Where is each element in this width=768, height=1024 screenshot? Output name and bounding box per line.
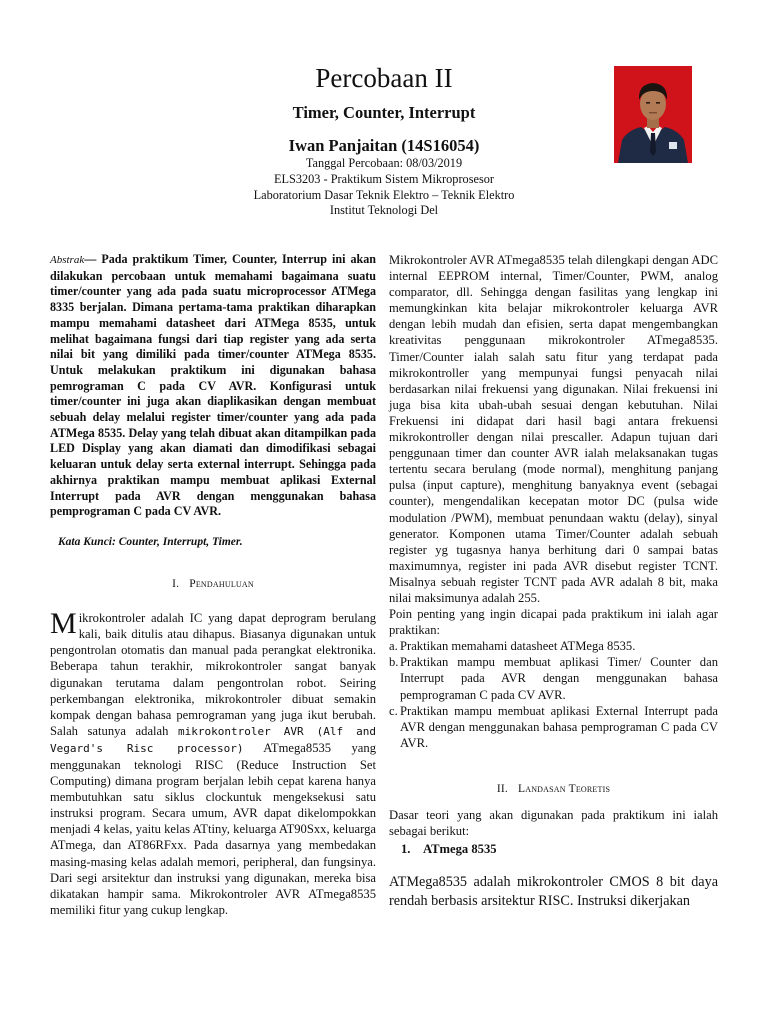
course-name: ELS3203 - Praktikum Sistem Mikroprosesor (274, 171, 494, 186)
list-item (389, 703, 718, 751)
abstract-text: — Pada praktikum Timer, Counter, Interrup ini akan dilakukan percobaan untuk memahami bagaimana suatu timer/counter yang ada pada suatu microprocessor ATMega 8335 berjalan. Dimana pertama-tama praktikan diharapkan mampu memahami datasheet dari ATMega 8535, untuk melihat bagaimana fungsi dari tiap register yang ada serta nilai bit yang dimiliki pada timer/counter ATMega 8535. Untuk melakukan praktikum ini digunakan bahasa pemrograman C pada CV AVR. Konfigurasi untuk timer/counter ini juga akan diaplikasikan dengan membuat sebuah delay melalui register timer/counter yang ada pada ATMega 8535. Delay yang telah dibuat akan ditampilkan pada LED Display yang akan diamati dan dimodifikasi sebagai keluaran untuk delay serta external interrupt. Sehingga pada akhirnya praktikan mampu membuat aplikasi External Interrupt pada AVR dengan menggunakan bahasa pemprograman C pada CV AVR. (50, 252, 376, 519)
section-heading-theory (389, 781, 718, 797)
list-item (389, 654, 718, 702)
subsection-number: 1. (401, 842, 411, 857)
intro-text-part-1: ikrokontroler adalah IC yang dapat deprogram berulang kali, baik ditulis atau dihapus. Biasanya digunakan untuk pengontrolan otomatis dan manual pada perangkat elektronika. Beberapa tahun terakhir, mikrokontroler sangat banyak digunakan terutama dalam pengontrolan robot. Seiring perkembangan elektronika, mikrokontroler dibuat semakin kompak dengan bahasa pemrograman yang juga ikut berubah. Salah satunya adalah (50, 611, 376, 738)
list-item-text: Praktikan memahami datasheet ATMega 8535. (400, 639, 636, 654)
section-number: II. (496, 782, 508, 795)
abstract-lead: Abstrak (50, 254, 85, 266)
theory-intro: Dasar teori yang akan digunakan pada praktikum ini ialah sebagai berikut: (389, 808, 718, 839)
author-portrait-image (614, 66, 692, 163)
introduction-continued-paragraph: Mikrokontroler AVR ATmega8535 telah dilengkapi dengan ADC internal EEPROM internal, Timer/Counter, PWM, analog comparator, dll. Sehingga dengan fasilitas yang lengkap ini memungkinkan kita belajar mikrokontroler keluarga AVR dengan lebih mudah dan efisien, serta dapat mengembangkan kreativitas penggunaan mikrokontroler ATmega8535. Timer/Counter ialah salah satu fitur yang terdapat pada mikrokontroller yang mempunyai fungsi penyacah nilai berdasarkan nilai frekuensi yang digunakan. Nilai frekuensi ini juga bisa kita ubah-ubah sesuai dengan kebutuhan. Nilai Frekuensi ini didapat dari hasil bagi antara frekuensi mikrokontroller dengan nilai prescaller. Adapun tujuan dari penggunaan timer dan counter AVR ialah melaksanakan tugas tertentu secara berulang (mode normal), menghitung panjang pulsa (input capture), menghitung banyaknya event (sebagai counter), mengendalikan kecepatan motor DC (pulsa wide modulation /PWM), membuat penundaan waktu (delay), sinyal generator. Komponen utama Timer/Counter adalah sebuah register yg tugasnya hanya berhitung dari 0 sampai batas maximumnya, register ini pada AVR disebut register TCNT. Misalnya sebuah register TCNT pada AVR adalah 8 bit, maka nilai maksimunya adalah 255. (389, 253, 718, 605)
author-meta (0, 156, 768, 219)
list-marker: a. (389, 639, 398, 654)
section-number: I. (172, 578, 180, 591)
keywords: Kata Kunci: Counter, Interrupt, Timer. (58, 535, 243, 548)
author-name: Iwan Panjaitan (14S16054) (288, 136, 480, 155)
subsection-title: ATmega 8535 (423, 842, 497, 857)
abstract-paragraph (50, 252, 376, 520)
paper-title: Percobaan II (315, 63, 453, 93)
list-item-text: Praktikan mampu membuat aplikasi Timer/ Counter dan Interrupt pada AVR dengan menggunakan bahasa pemprograman C pada CV AVR. (400, 655, 718, 702)
list-item-text: Praktikan mampu membuat aplikasi External Interrupt pada AVR dengan menggunakan bahasa pemprograman C pada CV AVR. (400, 703, 718, 750)
section-title: Landasan Teoretis (518, 782, 611, 795)
intro-text-mono: mikrokontroler AVR (Alf and Vegard's Risc processor) (50, 724, 377, 755)
list-marker: c. (389, 703, 398, 718)
goals-intro: Poin penting yang ingin dicapai pada praktikum ini ialah agar praktikan: (389, 607, 718, 638)
paper-subtitle: Timer, Counter, Interrupt (292, 103, 476, 122)
author-photo (614, 66, 692, 163)
laboratory-name: Laboratorium Dasar Teknik Elektro – Teknik Elektro (253, 187, 515, 202)
experiment-date: Tanggal Percobaan: 08/03/2019 (305, 156, 463, 170)
right-column (389, 252, 718, 911)
section-heading-introduction (50, 576, 376, 592)
intro-text-part-2: ATmega8535 yang menggunakan teknologi RISC (Reduce Instruction Set Computing) dimana program berjalan lebih cepat karena hanya membutuhkan satu siklus clockuntuk mengeksekusi satu instruksi program. Secara umum, AVR dapat dikelompokkan menjadi 4 kelas, yaitu kelas ATtiny, keluarga AT90Sxx, keluarga ATmega, dan AT86RFxx. Pada dasarnya yang membedakan masing-masing kelas adalah memori, peripheral, dan fungsinya. Dari segi arsitektur dan instruksi yang digunakan, mereka bisa dikatakan hampir sama. Mikrokontroler AVR ATmega8535 memiliki fitur yang cukup lengkap. (50, 740, 376, 917)
drop-cap: M (50, 607, 77, 641)
subsection-heading (401, 841, 718, 857)
list-marker: b. (389, 655, 399, 670)
introduction-paragraph (50, 607, 377, 918)
list-item (389, 638, 718, 654)
theory-body: ATMega8535 adalah mikrokontroler CMOS 8 bit daya rendah berbasis arsitektur RISC. Instruksi dikerjakan (389, 874, 718, 910)
section-title: Pendahuluan (189, 578, 254, 591)
left-column (50, 252, 376, 918)
institution-name: Institut Teknologi Del (329, 203, 439, 218)
